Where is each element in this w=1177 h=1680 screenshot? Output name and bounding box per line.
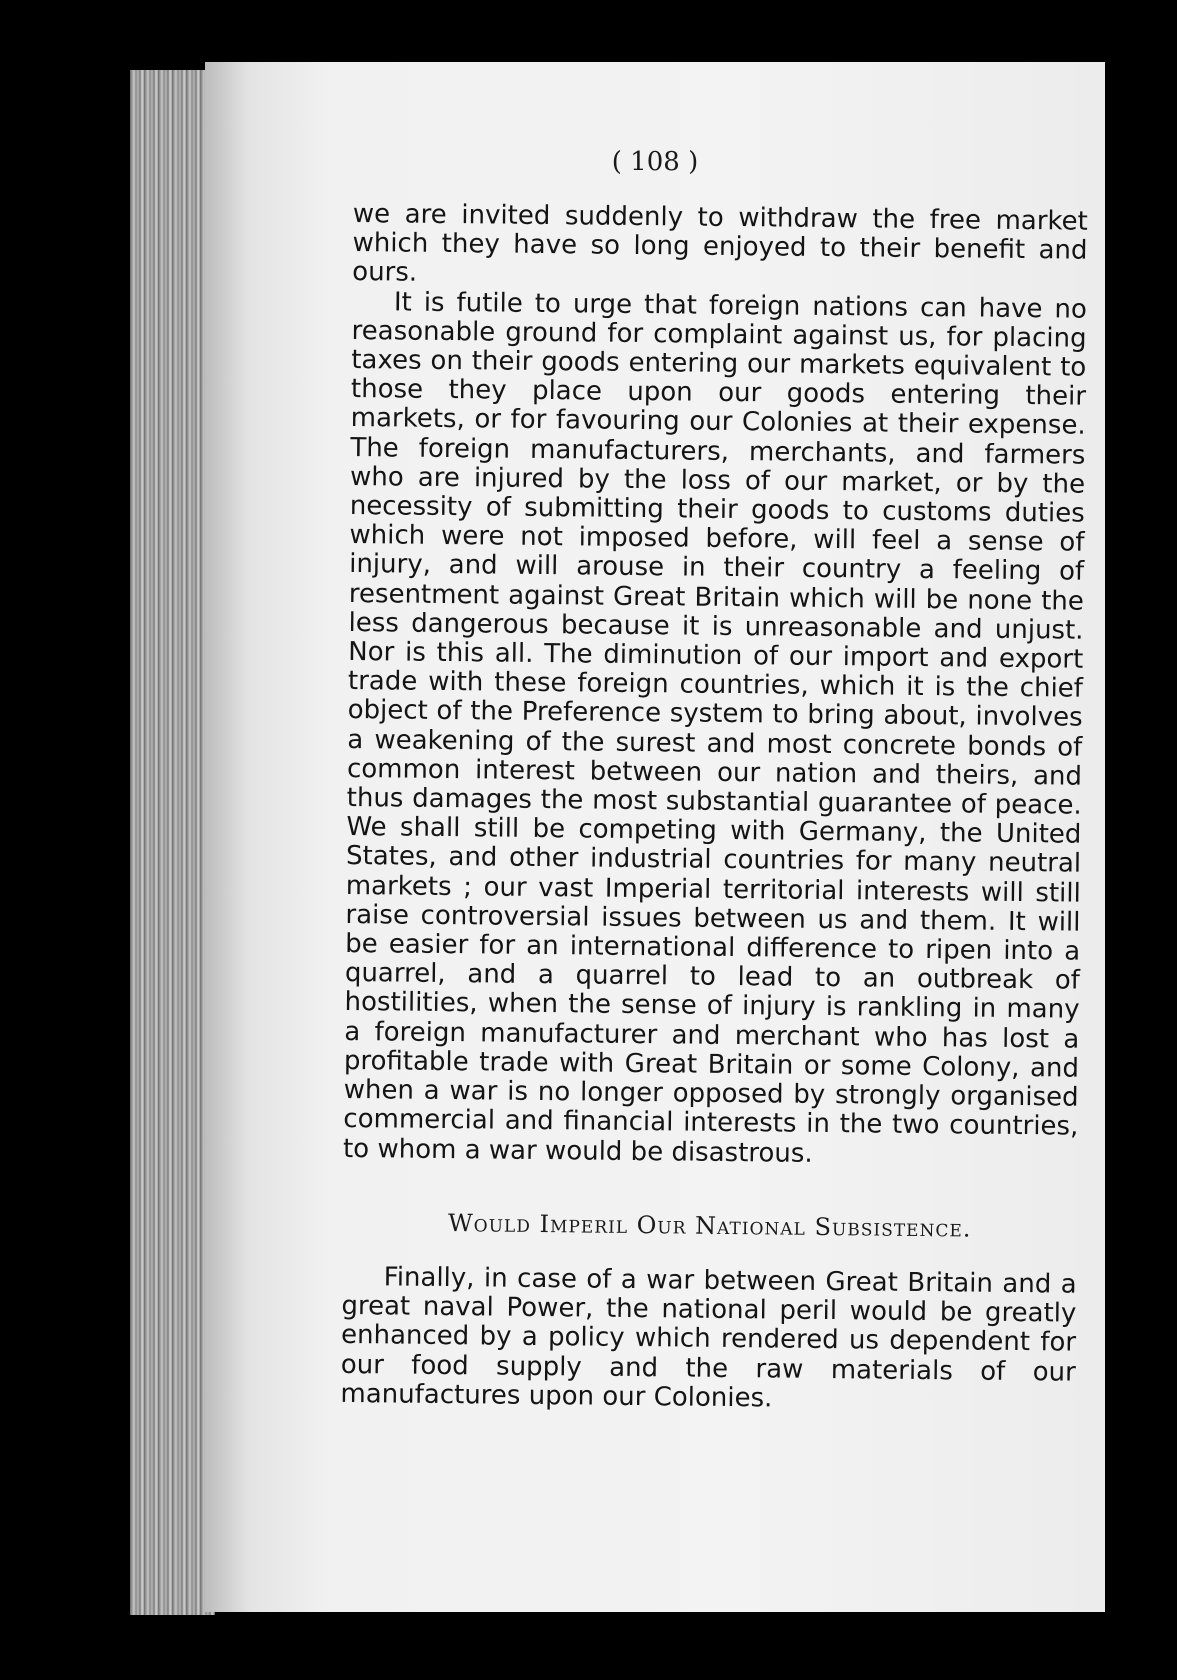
section-heading: Would Imperil Our National Subsistence. [447,1208,972,1243]
page-number: ( 108 ) [611,147,699,177]
paragraph-main: It is futile to urge that foreign nations can have no reasonable ground for complaint against us, for placing taxes on their goods entering our markets equivalent to those they place upon our goods entering their markets, or for favouring our Colonies at their expense. The foreign manufacturers, merchants, and farmers who are injured by the loss of our market, or by the necessity of submitting their goods to customs duties which were not imposed before, will feel a sense of injury, and will arouse in their country a feeling of resentment against Great Britain which will be none the less dangerous because it is unreasonable and unjust. Nor is this all. The diminution of our import and export trade with these foreign countries, which it is the chief object of the Preference system to bring about, involves a weakening of the surest and most concrete bonds of common interest between our nation and theirs, and thus damages the most substantial guarantee of peace. We shall still be competing with Germany, the United States, and other industrial countries for many neutral markets ; our vast Imperial territorial interests will still raise controversial issues between us and them. It will be easier for an international difference to ripen into a quarrel, and a quarrel to lead to an outbreak of hostilities, when the sense of injury is rankling in many a foreign manufacturer and merchant who has lost a profitable trade with Great Britain or some Colony, and when a war is no longer opposed by strongly organised commercial and financial interests in the two countries, to whom a war would be disastrous. [342,287,1088,1169]
book-page [205,62,1105,1612]
book-spine-edge [130,70,215,1615]
page-body [340,200,1088,1417]
paragraph-final: Finally, in case of a war between Great Britain and a great naval Power, the national peril would be greatly enhanced by a policy which rendered us dependent for our food supply and the raw materials of our manufactures upon our Colonies. [340,1262,1077,1414]
paragraph-continuation: we are invited suddenly to withdraw the free market which they have so long enjoyed to their benefit and ours. [352,199,1088,289]
